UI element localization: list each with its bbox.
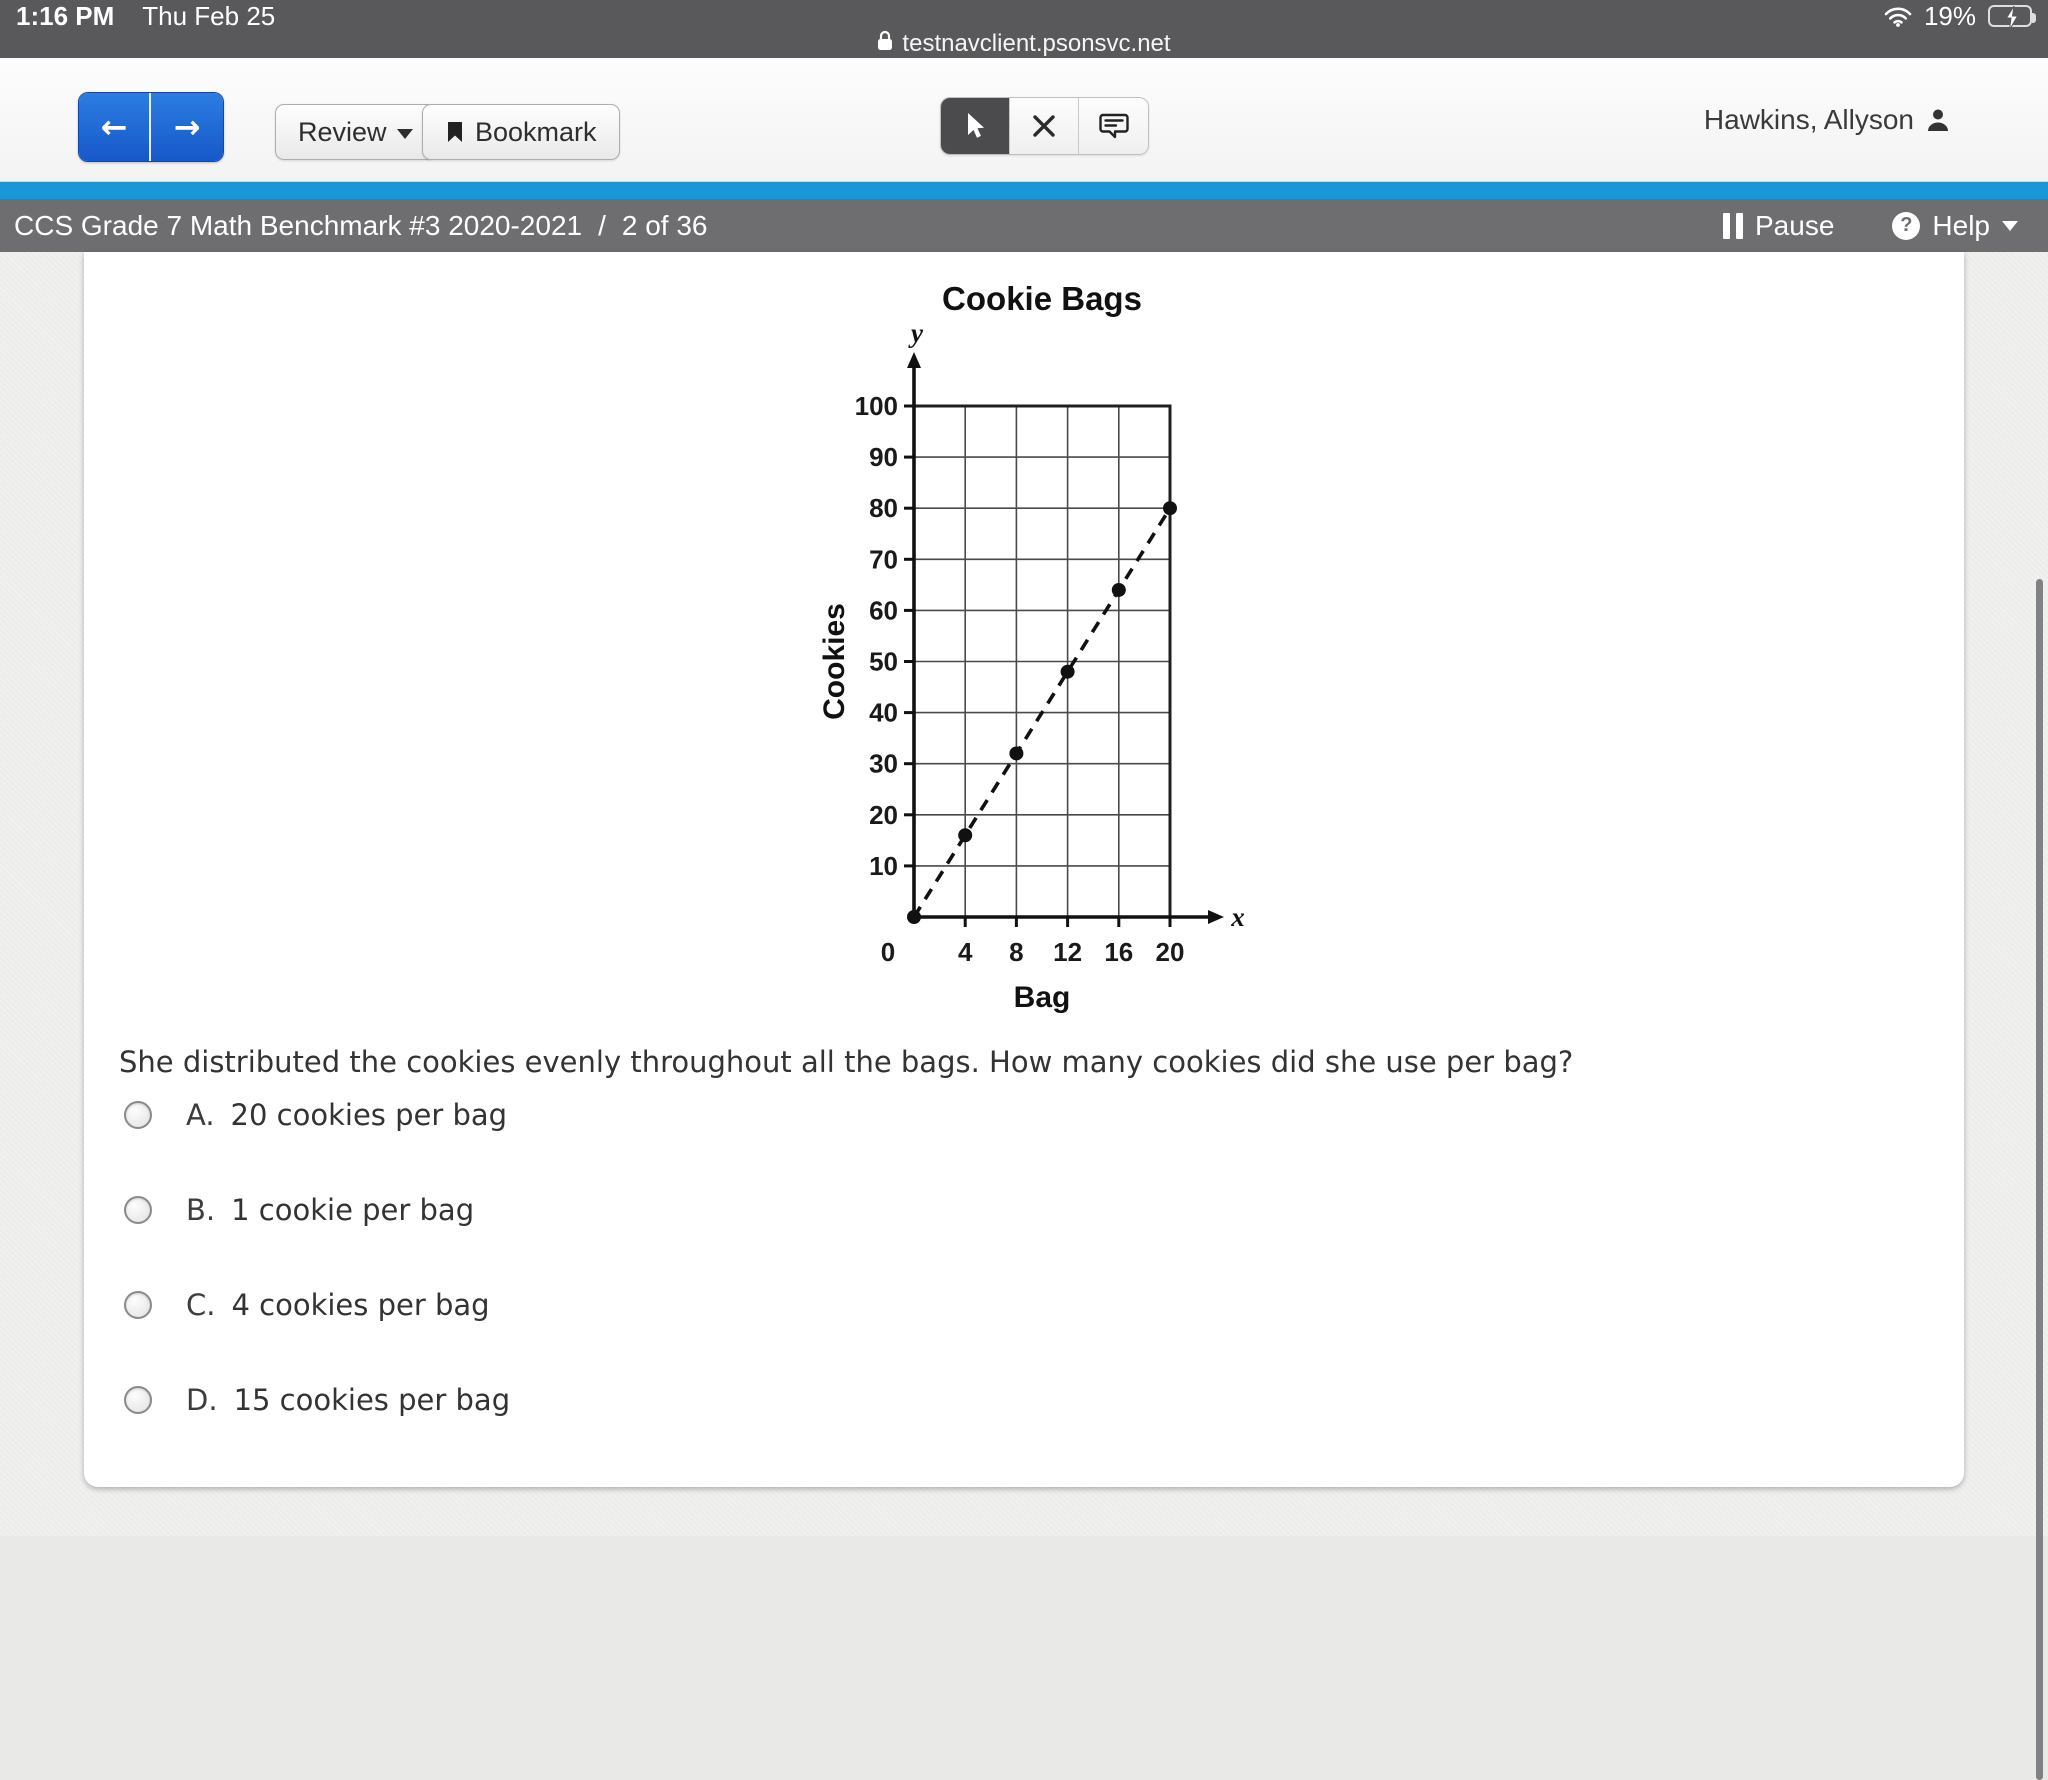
url-text: testnavclient.psonsvc.net (902, 30, 1171, 57)
help-label: Help (1932, 209, 1990, 241)
radio-option-b[interactable] (124, 1196, 152, 1224)
svg-text:80: 80 (869, 493, 898, 524)
help-button[interactable] (1892, 210, 2018, 242)
person-icon (1926, 108, 1950, 132)
accent-stripe (0, 182, 2048, 199)
svg-text:12: 12 (1053, 937, 1083, 967)
bookmark-label: Bookmark (475, 116, 597, 147)
lightning-bolt-icon (2004, 5, 2020, 31)
eliminate-answer-tool-button[interactable] (1010, 98, 1079, 154)
svg-text:Cookies: Cookies (818, 603, 851, 720)
radio-option-a[interactable] (124, 1101, 152, 1129)
wifi-icon (1884, 6, 1912, 27)
svg-text:20: 20 (1155, 937, 1185, 967)
svg-text:100: 100 (854, 391, 898, 421)
review-label: Review (298, 116, 387, 147)
option-letter: B. (186, 1193, 216, 1227)
radio-option-d[interactable] (124, 1386, 152, 1414)
svg-text:70: 70 (869, 544, 898, 575)
svg-text:0: 0 (880, 937, 896, 967)
option-text: 4 cookies per bag (231, 1288, 490, 1322)
chevron-down-icon (2002, 221, 2018, 231)
svg-text:16: 16 (1104, 937, 1134, 967)
status-bar (0, 0, 2048, 58)
option-letter: D. (186, 1383, 218, 1417)
chart-svg (814, 266, 1259, 1031)
back-arrow-icon: ← (100, 108, 128, 146)
option-row-d[interactable] (124, 1379, 1964, 1421)
lock-icon (877, 30, 893, 59)
review-button[interactable] (275, 104, 436, 160)
option-row-c[interactable] (124, 1284, 1964, 1326)
option-text: 1 cookie per bag (231, 1193, 475, 1227)
content-area (0, 252, 2048, 1536)
option-row-a[interactable] (124, 1094, 1964, 1136)
help-icon: ? (1892, 212, 1920, 240)
date: Thu Feb 25 (142, 0, 276, 31)
option-row-b[interactable] (124, 1189, 1964, 1231)
toolbar (0, 58, 2048, 182)
pause-icon (1723, 213, 1743, 239)
svg-text:40: 40 (869, 697, 898, 728)
forward-button[interactable] (151, 93, 223, 161)
question-progress: 2 of 36 (621, 209, 708, 241)
nav-button-group (78, 92, 224, 162)
chevron-down-icon (397, 129, 413, 139)
status-row (0, 0, 2048, 32)
pause-label: Pause (1755, 209, 1835, 241)
radio-option-c[interactable] (124, 1291, 152, 1319)
question-card (84, 252, 1964, 1487)
svg-text:90: 90 (869, 442, 898, 473)
notepad-icon (1099, 112, 1129, 140)
user-menu[interactable] (1704, 58, 1950, 182)
forward-arrow-icon: → (173, 108, 201, 146)
pause-button[interactable] (1723, 210, 1834, 242)
answer-options (84, 1094, 1964, 1421)
option-text: 20 cookies per bag (230, 1098, 508, 1132)
back-button[interactable] (79, 93, 151, 161)
bookmark-icon (445, 120, 465, 144)
separator: / (598, 209, 606, 241)
svg-text:Cookie Bags: Cookie Bags (942, 280, 1142, 317)
svg-text:30: 30 (869, 748, 898, 779)
scrollbar[interactable] (2036, 579, 2043, 1780)
svg-text:Bag: Bag (1013, 981, 1071, 1014)
svg-text:y: y (911, 318, 923, 348)
bookmark-button[interactable] (422, 104, 620, 160)
clock: 1:16 PM (16, 0, 115, 31)
user-name: Hawkins, Allyson (1703, 104, 1914, 135)
test-bar (0, 199, 2048, 252)
test-title: CCS Grade 7 Math Benchmark #3 2020-2021 (14, 209, 583, 241)
svg-text:4: 4 (957, 937, 973, 967)
battery-charging-icon (1988, 5, 2032, 27)
pointer-tool-button[interactable] (941, 98, 1010, 154)
svg-text:50: 50 (869, 646, 898, 677)
url-bar[interactable] (0, 30, 2048, 58)
svg-text:10: 10 (869, 850, 898, 881)
svg-text:8: 8 (1009, 937, 1024, 967)
option-letter: C. (186, 1288, 216, 1322)
svg-text:x: x (1231, 902, 1245, 932)
question-text: She distributed the cookies evenly throughout all the bags. How many cookies did she use per bag? (119, 1045, 1574, 1079)
x-icon (1031, 113, 1057, 139)
notepad-tool-button[interactable] (1079, 98, 1148, 154)
option-text: 15 cookies per bag (233, 1383, 511, 1417)
pointer-icon (962, 111, 988, 141)
option-letter: A. (186, 1098, 215, 1132)
battery-percent: 19% (1923, 0, 1976, 31)
tool-segmented-control (940, 97, 1149, 155)
svg-text:60: 60 (869, 595, 898, 626)
svg-text:20: 20 (869, 799, 898, 830)
cookie-bags-chart (814, 252, 1259, 1036)
